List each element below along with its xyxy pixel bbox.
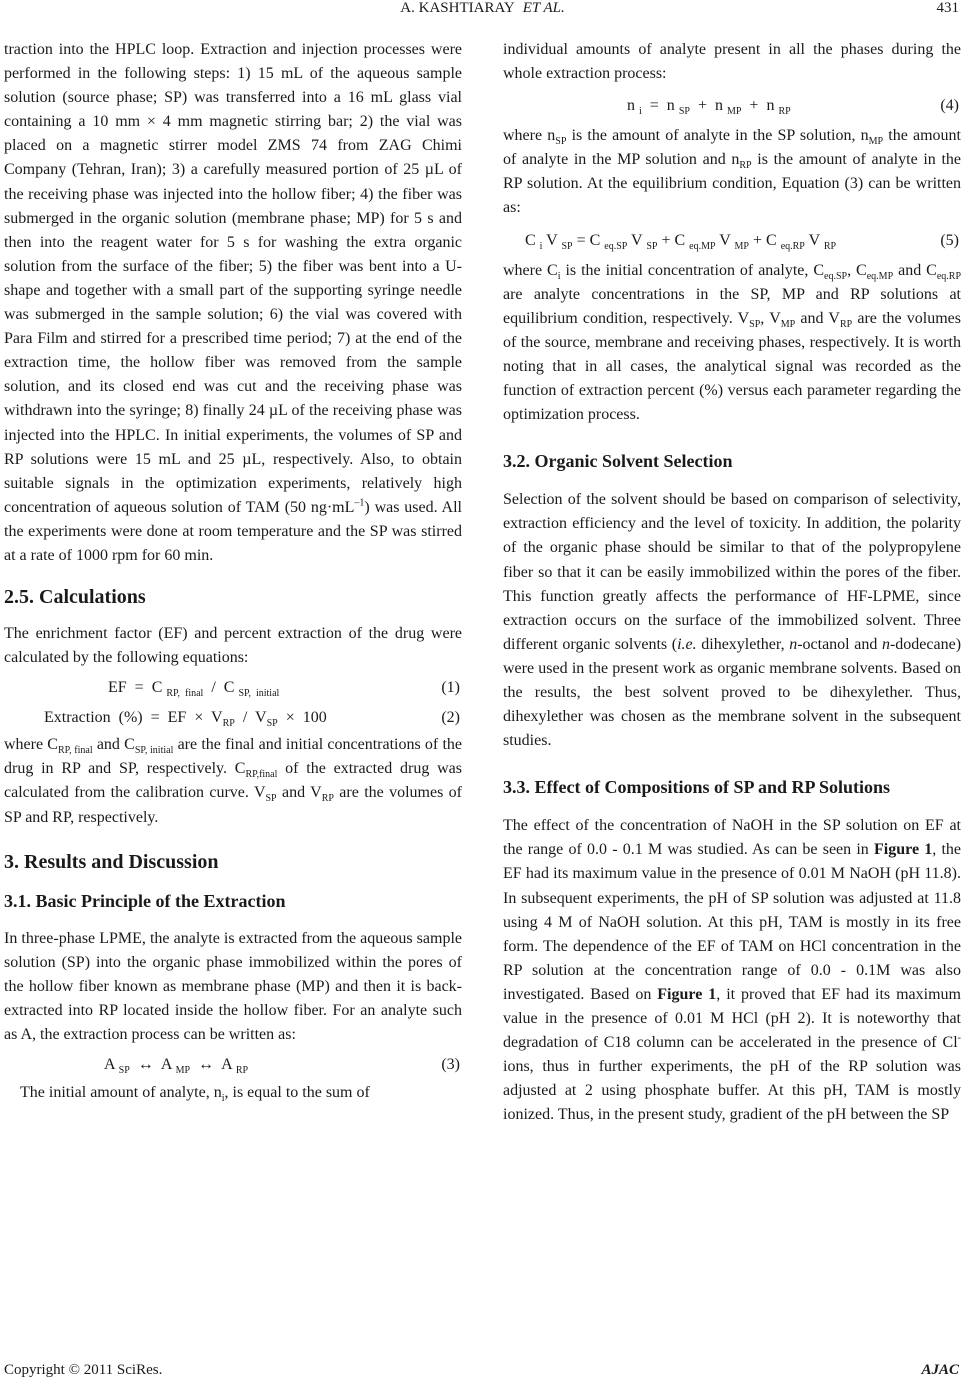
paragraph-definitions (4, 733, 462, 829)
equation-5-body: C $_i$ V $_{SP}$ = C $_{eq.SP}$ V $_{SP}$ + C $_{eq.MP}$ V $_{MP}$ + C $_{eq.RP}$ V $_{RP}$ (525, 231, 837, 252)
equation-2-body: Extraction (%) = EF × $V_{RP} / V_{SP} \times 100$ (44, 709, 327, 730)
subscript: RP (839, 318, 853, 330)
italic-text: i.e. (677, 635, 697, 653)
text: , it proved that EF had its maximum value in the presence of 0.01 M HCl (pH 2). It is noteworthy that degradation of C18 column can be accelerated in the presence of Cl (503, 985, 961, 1052)
heading-calculations: 2.5. Calculations (4, 586, 146, 609)
right-column (503, 38, 961, 1127)
equation-2 (4, 706, 462, 730)
text: and C (893, 261, 937, 279)
text: of the extracted drug was calculated from the calibration curve. V (4, 760, 462, 802)
text: is the amount of analyte in the SP solution, n (566, 127, 869, 145)
text: -dodecane) were used in the present work as organic membrane solvents. Based on the results, the best solvent proved to be dihexylether. Thus, dihexylether was chosen as the membrane solvent in the subsequent studies. (503, 635, 962, 750)
heading-basic-principle: 3.1. Basic Principle of the Extraction (4, 890, 286, 911)
text: are the volumes of SP and RP, respectively. (4, 784, 463, 826)
equation-2-number: (2) (441, 709, 460, 727)
text: the amount of analyte in the MP solution and n (503, 127, 961, 169)
equation-3-number: (3) (441, 1056, 460, 1074)
paragraph-amount-definitions (503, 124, 961, 220)
text: and V (795, 309, 840, 327)
paragraph-concentration-definitions (503, 259, 961, 428)
text: is the initial concentration of analyte, C (560, 261, 825, 279)
footer-journal: AJAC (921, 1362, 959, 1378)
text: is the amount of analyte in the RP solution. At the equilibrium condition, Equation (3) can be written as: (503, 151, 961, 217)
subscript: MP (868, 136, 884, 148)
running-title (0, 0, 965, 17)
equation-3 (4, 1053, 462, 1077)
superscript: –1 (354, 497, 365, 509)
text: dihexylether, (696, 635, 790, 653)
page-number: 431 (936, 0, 959, 16)
text: where n (503, 127, 556, 145)
text: -octanol and (797, 635, 882, 653)
text: where C (503, 261, 558, 279)
page-header (0, 0, 965, 20)
equation-1 (4, 676, 462, 700)
equation-1-body: EF = C $_{RP, final}$ / C $_{SP, initial}$ (108, 679, 280, 700)
text: ) was used. All the experiments were done at room temperature and the SP was stirred at a rate of 1000 rpm for 60 min. (4, 498, 463, 564)
left-column (4, 38, 462, 1105)
text: ions, thus in further experiments, the pH of the RP solution was adjusted at 2 using phosphate buffer. At this pH, TAM is mostly ionized. Thus, in the present study, gradient of the pH between the SP (503, 1058, 961, 1124)
subscript: i (221, 1093, 225, 1105)
text: are analyte concentrations in the SP, MP and RP solutions at equilibrium condition, respectively. V (503, 285, 961, 327)
equation-4 (503, 94, 961, 118)
heading-solvent-selection: 3.2. Organic Solvent Selection (503, 451, 733, 472)
equation-4-body: n $_i$ = n $_{SP}$ + n $_{MP}$ + n $_{RP}$ (627, 97, 791, 118)
italic-text: n (881, 635, 890, 653)
paragraph-procedure (4, 38, 462, 568)
superscript: - (957, 1032, 961, 1044)
text: , the EF had its maximum value in the presence of 0.01 M NaOH (pH 11.8). In subsequent experiments, the pH of SP solution was adjusted at 11.8 using 4 M of NaOH solution. At this pH, TAM is mostly in its free form. The dependence of the EF of TAM on HCl concentration in the RP solution at the concentration range of 0.0 - 0.1M was also investigated. Based on (503, 841, 962, 1003)
header-etal: ET AL. (522, 0, 565, 16)
subscript: MP (780, 318, 796, 330)
equation-4-number: (4) (940, 97, 959, 115)
italic-text: n (789, 635, 798, 653)
text: and C (92, 736, 135, 754)
paragraph-solvent-selection (503, 488, 961, 753)
heading-results: 3. Results and Discussion (4, 850, 219, 873)
equation-5 (503, 229, 961, 253)
paragraph-compositions (503, 814, 961, 1127)
subscript: RP,final (245, 769, 278, 781)
text: , V (760, 309, 781, 327)
text: and V (276, 784, 322, 802)
paragraph-initial-amount (4, 1081, 462, 1105)
text: Selection of the solvent should be based on comparison of selectivity, extraction efficiency and the level of toxicity. In addition, the polarity of the organic phase should be similar to that of the polypropylene fiber so that it can be easily immobilized within the pores of the fiber. This function greatly affects the performance of HF-LPME, since extraction occurs on the surface of the immobilized solvent. Three different organic solvents ( (503, 491, 961, 653)
equation-1-number: (1) (441, 679, 460, 697)
paragraph-calculations: The enrichment factor (EF) and percent extraction of the drug were calculated by the following equations: (4, 625, 462, 667)
subscript: RP (321, 793, 334, 805)
subscript: SP, initial (134, 745, 174, 757)
text: traction into the HPLC loop. Extraction and injection processes were performed in the following steps: 1) 15 mL of the aqueous sample solution (source phase; SP) was transferred into a 16 mL glass vial containing a 10 mm × 4 mm magnetic stirring bar; 2) the vial was placed on a magnetic stirrer model ZMS 74 from ZAG Chimi Company (Tehran, Iran); 3) a carefully measured portion of 25 µL of the receiving phase was injected into the hollow fiber; 4) the fiber was submerged in the organic solution (membrane phase; MP) for 5 s and then into the reagent water for 5 s for washing the extra organic solution from the surface of the fiber; 5) the fiber was bent into a U-shape and together with a small part of the supporting syringe needle was submerged in the sample solution; 6) the vial was covered with Para Film and stirred for a prescribed time period; 7) at the end of the extraction time, the hollow fiber was removed from the sample solution, and its closed end was cut and the receiving phase was withdrawn into the syringe; 8) finally 24 µL of the receiving phase was injected into the HPLC. In initial experiments, the volumes of SP and RP solutions were 15 mL and 25 µL, respectively. Also, to obtain suitable signals in the optimization experiments, relatively high concentration of aqueous solution of TAM (50 ng·mL (4, 41, 462, 516)
subscript: eq.RP (936, 270, 962, 282)
figure-reference: Figure 1 (657, 985, 717, 1003)
subscript: RP (739, 160, 752, 172)
subscript: SP (265, 793, 277, 805)
equation-5-number: (5) (940, 231, 959, 249)
subscript: RP, final (57, 745, 93, 757)
subscript: i (557, 270, 561, 282)
subscript: eq.MP (866, 270, 894, 282)
subscript: eq.SP (824, 270, 848, 282)
paragraph-basic-principle: In three-phase LPME, the analyte is extracted from the aqueous sample solution (SP) into the organic phase immobilized within the pores of the hollow fiber known as membrane phase (MP) and then it is back-extracted into RP located inside the hollow fiber. For an analyte such as A, the extraction process can be written as: (4, 929, 462, 1043)
subscript: SP (555, 136, 567, 148)
figure-reference: Figure 1 (874, 841, 933, 859)
text: The initial amount of analyte, n (20, 1084, 222, 1102)
text: The effect of the concentration of NaOH in the SP solution on EF at the range of 0.0 - 0.1 M was studied. As can be seen in (503, 817, 961, 859)
subscript: SP (749, 318, 761, 330)
heading-compositions: 3.3. Effect of Compositions of SP and RP Solutions (503, 777, 891, 798)
equation-3-body: A $_{SP}$ ↔ A $_{MP}$ ↔ A $_{RP}$ (104, 1056, 249, 1077)
text: are the volumes of the source, membrane and receiving phases, respectively. It is worth noting that in all cases, the analytical signal was recorded as the function of extraction percent (%) versus each parameter regarding the optimization process. (503, 309, 962, 424)
text: where C (4, 736, 58, 754)
text: , C (847, 261, 867, 279)
text: are the final and initial concentrations of the drug in RP and SP, respectively. C (4, 736, 462, 778)
footer-copyright: Copyright © 2011 SciRes. (4, 1362, 163, 1378)
paragraph-individual-amounts: individual amounts of analyte present in all the phases during the whole extraction process: (503, 41, 961, 83)
header-authors: A. KASHTIARAY (400, 0, 515, 16)
text: , is equal to the sum of (224, 1084, 370, 1102)
